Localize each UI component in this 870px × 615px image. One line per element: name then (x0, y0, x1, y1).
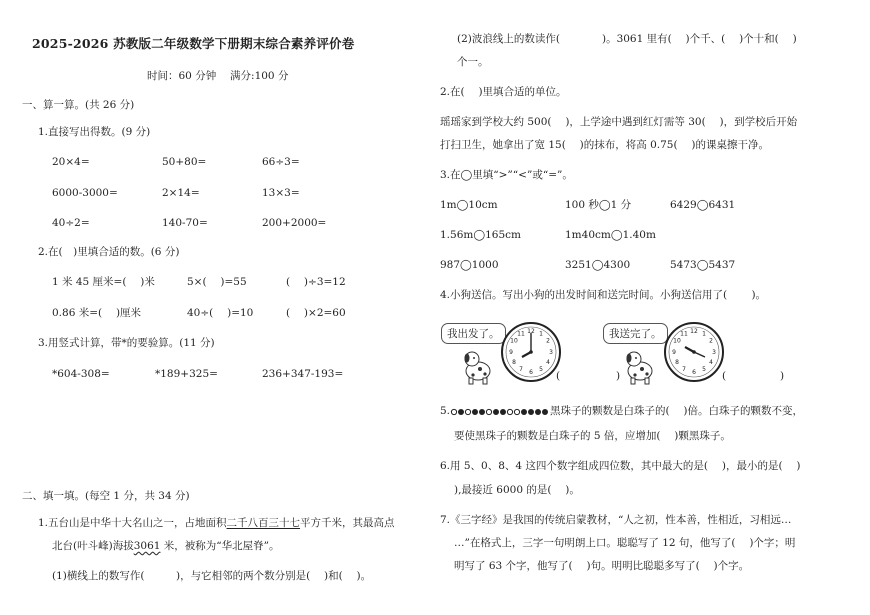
q2-item: 0.86 米=( )厘米 (52, 307, 142, 319)
q3-item: 236+347-193= (262, 368, 344, 380)
section-2-heading: 二、填一填。(每空 1 分，共 34 分) (22, 490, 190, 502)
fill1-line2: 北台(叶斗峰)海拔3061 米，被称为“华北屋脊”。 (52, 540, 280, 552)
svg-text:7: 7 (682, 366, 686, 373)
svg-text:11: 11 (517, 330, 525, 338)
svg-text:4: 4 (709, 359, 713, 366)
clock-start-icon (500, 321, 562, 383)
fill7-line3: 明写了 63 个字，他写了( )句。明明比聪聪多写了( )个字。 (454, 560, 750, 572)
q2-item: 1 米 45 厘米=( )米 (52, 276, 155, 288)
fill5-line1: 黑珠子的颗数是白珠子的( )倍。白珠子的颗数不变， (550, 405, 804, 417)
fill2-line1: 瑶瑶家到学校大约 500( )，上学途中遇到红灯需等 30( )，到学校后开始 (440, 116, 798, 128)
fill6-line1: 6.用 5、0、8、4 这四个数字组成四位数，其中最大的是( )，最小的是( ) (440, 460, 801, 472)
fill3-item: 1m40cm◯1.40m (565, 229, 656, 241)
svg-text:1: 1 (539, 330, 543, 338)
fill1-line1: 1.五台山是中华十大名山之一，占地面积二千八百三十七平方千米，其最高点 (38, 517, 395, 529)
svg-text:4: 4 (546, 359, 550, 366)
svg-text:3: 3 (549, 349, 553, 356)
fill5-number: 5. (440, 405, 451, 417)
q2-title: 2.在( )里填合适的数。(6 分) (38, 246, 180, 258)
answer-paren-close: ) (616, 370, 621, 382)
q3-item: *604-308= (52, 368, 110, 380)
svg-text:5: 5 (539, 366, 543, 373)
svg-text:8: 8 (512, 359, 516, 366)
q2-item: 5×( )=55 (187, 276, 247, 288)
answer-paren-open: ( (556, 370, 561, 382)
clock-end-icon (663, 321, 725, 383)
dog-icon (620, 345, 660, 385)
q1-item: 200+2000= (262, 217, 327, 229)
q1-item: 13×3= (262, 187, 300, 199)
fill7-line2: …”在格式上，三字一句明朗上口。聪聪写了 12 句，他写了( )个字；明 (454, 537, 796, 549)
svg-text:10: 10 (673, 337, 681, 345)
svg-text:1: 1 (702, 330, 706, 338)
svg-text:2: 2 (709, 337, 713, 345)
fill3-item: 3251◯4300 (565, 259, 631, 271)
fill3-title: 3.在◯里填“>”“<”或“=”。 (440, 169, 573, 181)
svg-text:8: 8 (675, 359, 679, 366)
q1-item: 140-70= (162, 217, 208, 229)
svg-text:12: 12 (527, 328, 535, 335)
section-1-heading: 一、算一算。(共 26 分) (22, 99, 135, 111)
fill6-line2: ),最接近 6000 的是( )。 (454, 484, 580, 496)
q3-item: *189+325= (155, 368, 218, 380)
svg-text:5: 5 (702, 366, 706, 373)
q2-item: 40÷( )=10 (187, 307, 254, 319)
svg-text:2: 2 (546, 337, 550, 345)
fill3-item: 5473◯5437 (670, 259, 736, 271)
speech-bubble-start: 我出发了。 (441, 323, 506, 344)
q1-title: 1.直接写出得数。(9 分) (38, 126, 151, 138)
fill3-item: 1m◯10cm (440, 199, 498, 211)
fill3-item: 100 秒◯1 分 (565, 199, 632, 211)
q1-item: 40÷2= (52, 217, 90, 229)
speech-bubble-end: 我送完了。 (603, 323, 668, 344)
q1-item: 50+80= (162, 156, 207, 168)
svg-text:6: 6 (529, 369, 533, 376)
svg-text:3: 3 (712, 349, 716, 356)
fill2-title: 2.在( )里填合适的单位。 (440, 86, 567, 98)
svg-text:12: 12 (690, 328, 698, 335)
straight-underlined-number: 二千八百三十七 (226, 517, 301, 529)
wavy-underlined-number: 3061 (133, 540, 161, 552)
page-title: 2025-2026 苏教版二年级数学下册期末综合素养评价卷 (32, 36, 355, 51)
dog-icon (458, 345, 498, 385)
q1-item: 2×14= (162, 187, 200, 199)
q1-item: 6000-3000= (52, 187, 118, 199)
answer-paren-close: ) (780, 370, 785, 382)
svg-text:9: 9 (672, 349, 676, 356)
answer-paren-open: ( (722, 370, 727, 382)
fill7-line1: 7.《三字经》是我国的传统启蒙教材，“人之初，性本善，性相近，习相远… (440, 514, 792, 526)
fill5-line2: 要使黑珠子的颗数是白珠子的 5 倍，应增加( )颗黑珠子。 (454, 430, 731, 442)
svg-text:10: 10 (510, 337, 518, 345)
fill1-sub2-line2: 个一。 (457, 56, 489, 68)
q1-item: 20×4= (52, 156, 90, 168)
q2-item: ( )÷3=12 (286, 276, 346, 288)
fill3-item: 6429◯6431 (670, 199, 736, 211)
svg-text:9: 9 (509, 349, 513, 356)
svg-text:6: 6 (692, 369, 696, 376)
fill4-title: 4.小狗送信。写出小狗的出发时间和送完时间。小狗送信用了( )。 (440, 289, 767, 301)
svg-text:7: 7 (519, 366, 523, 373)
beads-icon (450, 406, 550, 418)
fill3-item: 1.56m◯165cm (440, 229, 521, 241)
q1-item: 66÷3= (262, 156, 300, 168)
q2-item: ( )×2=60 (286, 307, 346, 319)
svg-text:11: 11 (680, 330, 688, 338)
fill1-sub2-line1: (2)波浪线上的数读作( )。3061 里有( )个千、( )个十和( ) (457, 33, 797, 45)
fill1-sub1: (1)横线上的数写作( )，与它相邻的两个数分别是( )和( )。 (52, 570, 372, 582)
q3-title: 3.用竖式计算，带*的要验算。(11 分) (38, 337, 215, 349)
fill3-item: 987◯1000 (440, 259, 499, 271)
fill2-line2: 打扫卫生，她拿出了宽 15( )的抹布，将高 0.75( )的课桌擦干净。 (440, 139, 769, 151)
exam-meta: 时间：60 分钟 满分:100 分 (147, 70, 289, 82)
